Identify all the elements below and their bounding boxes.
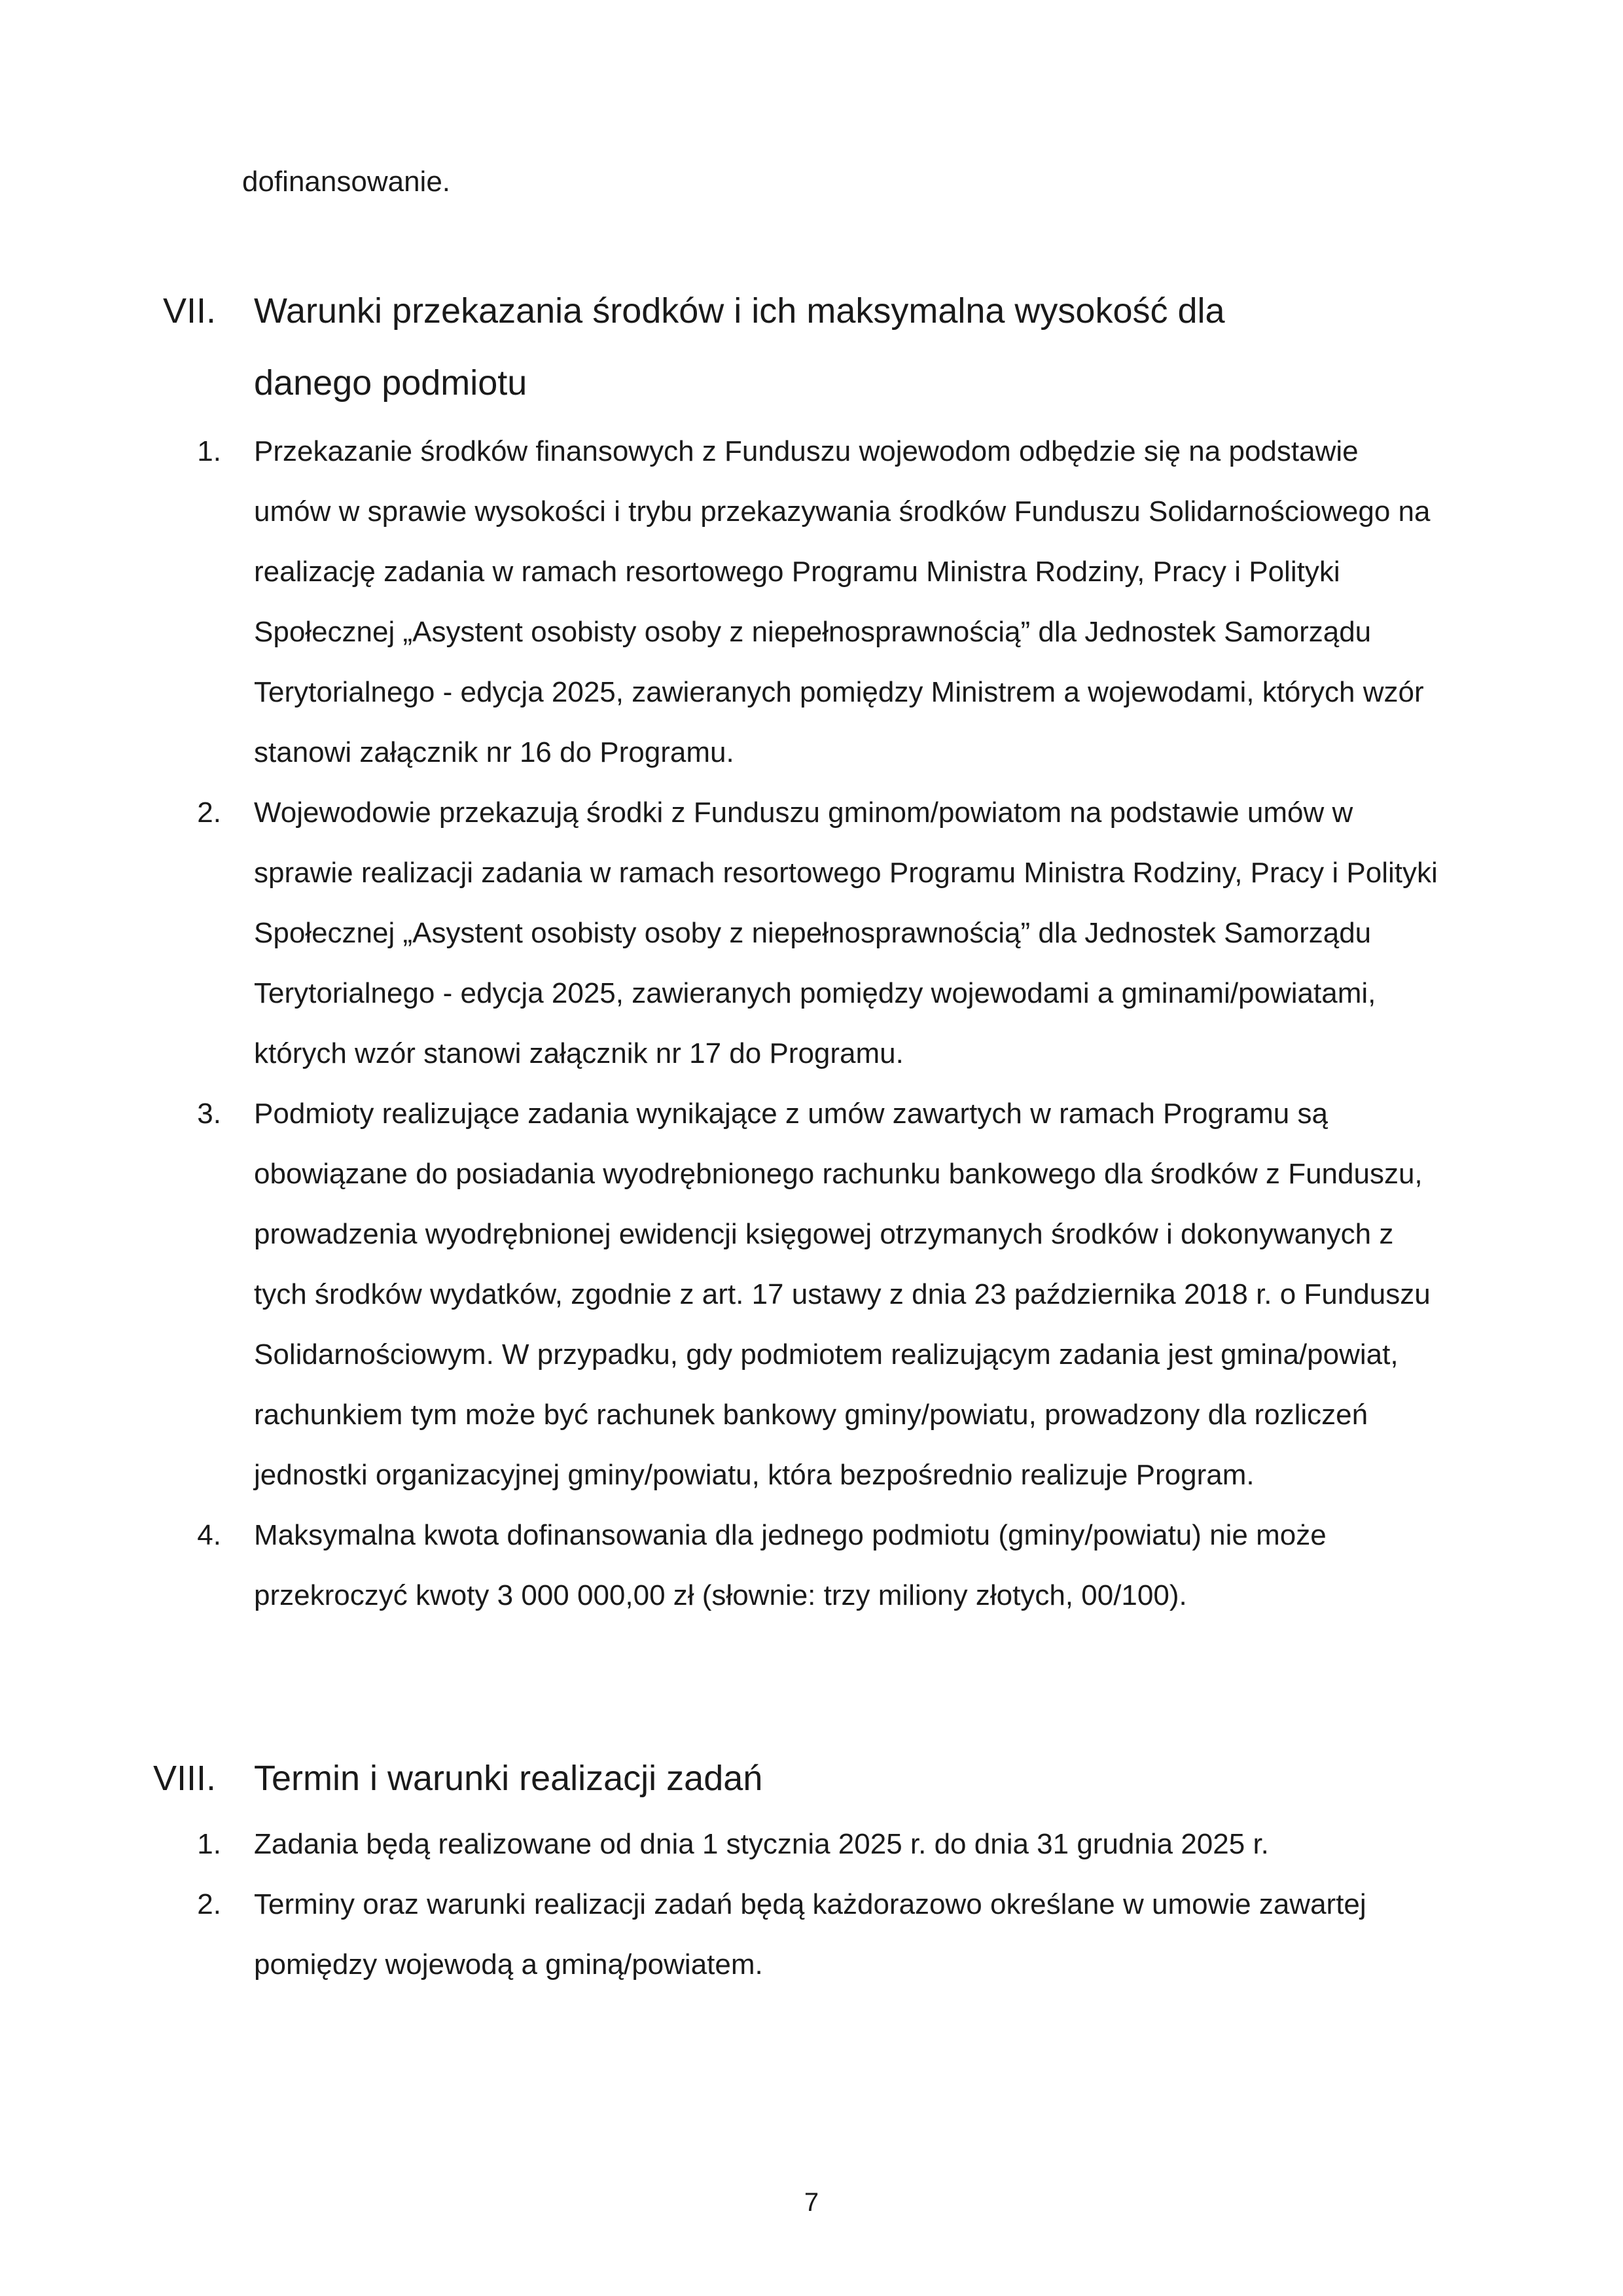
- item-number: 1.: [197, 435, 221, 467]
- list-item: [0, 1084, 1623, 1505]
- section-item-list: [0, 422, 1623, 1626]
- page-number: 7: [804, 2188, 819, 2217]
- list-item: [0, 1505, 1623, 1626]
- item-number: 1.: [197, 1828, 221, 1860]
- list-item: [0, 1814, 1623, 1874]
- item-text: Zadania będą realizowane od dnia 1 stycznia 2025 r. do dnia 31 grudnia 2025 r.: [254, 1828, 1269, 1860]
- item-text: Wojewodowie przekazują środki z Funduszu gminom/powiatom na podstawie umów w sprawie realizacji zadania w ramach resortowego Programu Ministra Rodziny, Pracy i Polityki Społecznej „Asystent osobisty osoby z niepełnosprawnością” dla Jednostek Samorządu Terytorialnego - edycja 2025, zawieranych pomiędzy wojewodami a gminami/powiatami, których wzór stanowi załącznik nr 17 do Programu.: [254, 797, 1438, 1069]
- section-number: VIII.: [152, 1759, 216, 1798]
- section-item-list: [0, 1814, 1623, 1995]
- item-number: 2.: [197, 797, 221, 829]
- item-text: Przekazanie środków finansowych z Funduszu wojewodom odbędzie się na podstawie umów w sprawie wysokości i trybu przekazywania środków Funduszu Solidarnościowego na realizację zadania w ramach resortowego Programu Ministra Rodziny, Pracy i Polityki Społecznej „Asystent osobisty osoby z niepełnosprawnością” dla Jednostek Samorządu Terytorialnego - edycja 2025, zawieranych pomiędzy Ministrem a wojewodami, których wzór stanowi załącznik nr 16 do Programu.: [254, 435, 1431, 768]
- item-text: Terminy oraz warunki realizacji zadań będą każdorazowo określane w umowie zawartej pomiędzy wojewodą a gminą/powiatem.: [254, 1888, 1366, 1981]
- item-number: 3.: [197, 1098, 221, 1130]
- section-heading: [0, 275, 1623, 419]
- item-text: Maksymalna kwota dofinansowania dla jednego podmiotu (gminy/powiatu) nie może przekroczyć kwoty 3 000 000,00 zł (słownie: trzy miliony złotych, 00/100).: [254, 1519, 1327, 1611]
- list-item: [0, 1874, 1623, 1995]
- section-viii: [0, 1742, 1623, 1995]
- list-item: [0, 783, 1623, 1084]
- section-title: Warunki przekazania środków i ich maksymalna wysokość dla danego podmiotu: [254, 291, 1225, 403]
- continuation-text: dofinansowanie.: [242, 166, 451, 198]
- item-number: 4.: [197, 1519, 221, 1551]
- section-vii: [0, 275, 1623, 1626]
- section-heading: [0, 1742, 1623, 1814]
- list-item: [0, 422, 1623, 783]
- section-number: VII.: [162, 291, 216, 331]
- item-number: 2.: [197, 1888, 221, 1920]
- item-text: Podmioty realizujące zadania wynikające z umów zawartych w ramach Programu są obowiązane do posiadania wyodrębnionego rachunku bankowego dla środków z Funduszu, prowadzenia wyodrębnionej ewidencji księgowej otrzymanych środków i dokonywanych z tych środków wydatków, zgodnie z art. 17 ustawy z dnia 23 października 2018 r. o Funduszu Solidarnościowym. W przypadku, gdy podmiotem realizującym zadania jest gmina/powiat, rachunkiem tym może być rachunek bankowy gminy/powiatu, prowadzony dla rozliczeń jednostki organizacyjnej gminy/powiatu, która bezpośrednio realizuje Program.: [254, 1098, 1431, 1491]
- section-title: Termin i warunki realizacji zadań: [254, 1759, 763, 1798]
